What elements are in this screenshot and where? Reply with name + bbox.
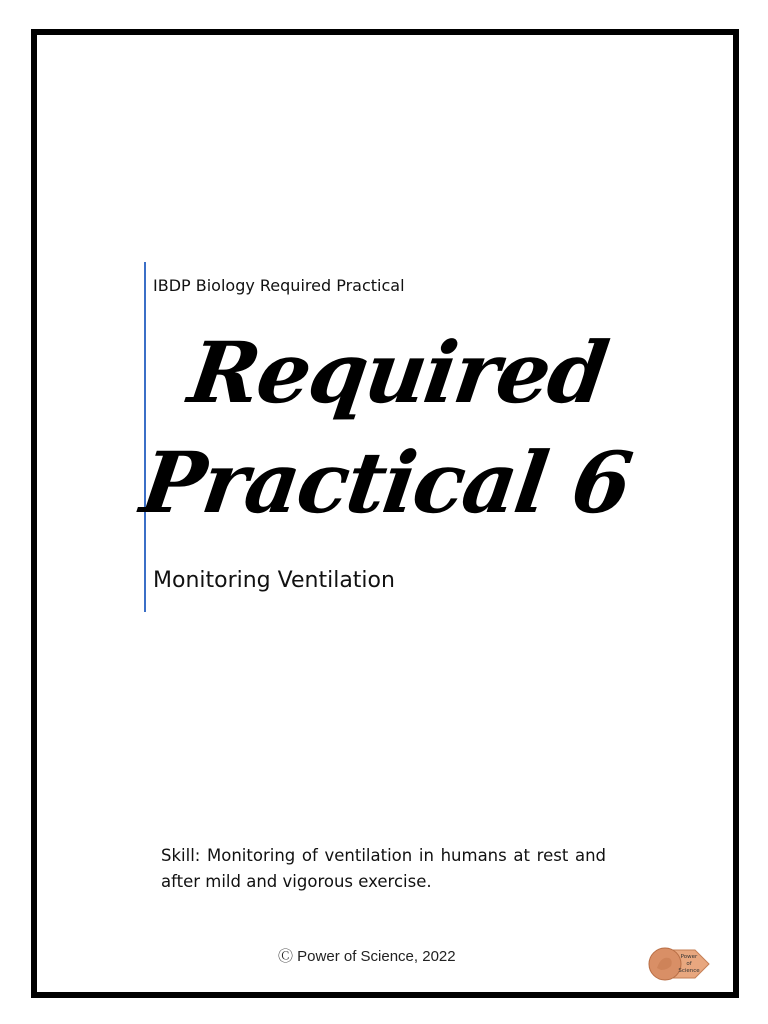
svg-text:Science: Science (678, 968, 700, 974)
document-kicker: IBDP Biology Required Practical (153, 276, 405, 295)
copyright-notice: Ⓒ Power of Science, 2022 (278, 948, 456, 965)
accent-line (144, 262, 146, 612)
power-of-science-logo-icon (645, 944, 711, 984)
svg-text:Power: Power (680, 954, 698, 960)
skill-statement: Skill: Monitoring of ventilation in humans at rest and after mild and vigorous exercise. (161, 846, 606, 891)
document-title (135, 318, 646, 538)
title-line-2: Practical 6 (135, 433, 637, 532)
document-subtitle: Monitoring Ventilation (153, 568, 395, 593)
title-line-1: Required (183, 323, 613, 422)
svg-text:of: of (686, 961, 692, 967)
